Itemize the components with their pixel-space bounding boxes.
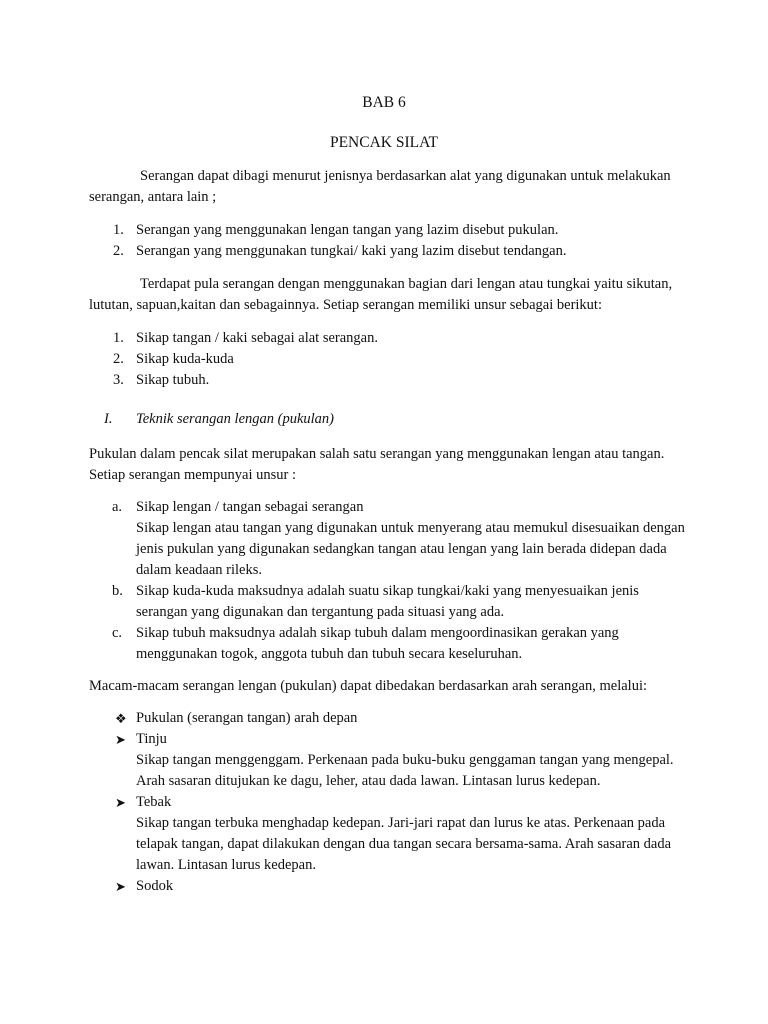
page-title: PENCAK SILAT bbox=[329, 134, 439, 151]
punch-types-list bbox=[89, 708, 689, 897]
list-item-title: Sodok bbox=[136, 878, 174, 894]
list-item-text: Sikap tangan / kaki sebagai alat serangan. bbox=[136, 330, 378, 346]
chapter-heading: BAB 6 bbox=[362, 94, 406, 111]
list-item bbox=[89, 497, 689, 581]
section-title: Teknik serangan lengan (pukulan) bbox=[136, 411, 335, 427]
list-item bbox=[89, 876, 689, 897]
list-marker: 1. bbox=[113, 222, 124, 238]
list-item-title: Tinju bbox=[136, 731, 167, 747]
third-paragraph: Pukulan dalam pencak silat merupakan salah satu serangan yang menggunakan lengan atau tangan. Setiap serangan mempunyai unsur : bbox=[89, 446, 665, 483]
punch-elements-list bbox=[89, 497, 689, 665]
list-marker: 2. bbox=[113, 351, 124, 367]
list-item-text: Sikap tubuh maksudnya adalah sikap tubuh dalam mengoordinasikan gerakan yang menggunakan togok, anggota tubuh dan tubuh secara keseluruhan. bbox=[136, 625, 619, 662]
diamond-bullet-icon: ❖ bbox=[115, 711, 127, 726]
list-marker: 2. bbox=[113, 243, 124, 259]
list-item bbox=[89, 349, 689, 370]
list-item bbox=[89, 623, 689, 665]
list-item-text: Sikap kuda-kuda bbox=[136, 351, 234, 367]
list-marker: b. bbox=[112, 583, 123, 599]
list-item bbox=[89, 581, 689, 623]
list-item bbox=[89, 729, 689, 792]
list-item-text: Sikap lengan atau tangan yang digunakan untuk menyerang atau memukul disesuaikan dengan jenis pukulan yang digunakan sedangkan tangan atau lengan yang lain berada didepan dada dalam keadaan rileks. bbox=[136, 520, 685, 578]
list-item-text: Serangan yang menggunakan tungkai/ kaki yang lazim disebut tendangan. bbox=[136, 243, 567, 259]
list-item-text: Sikap tubuh. bbox=[136, 372, 210, 388]
list-item bbox=[89, 792, 689, 876]
list-marker: c. bbox=[112, 625, 123, 641]
arrow-bullet-icon: ➤ bbox=[115, 732, 126, 747]
list-item bbox=[89, 328, 689, 349]
list-item-title: Tebak bbox=[136, 794, 172, 810]
list-item-title: Sikap lengan / tangan sebagai serangan bbox=[136, 499, 364, 515]
fourth-paragraph: Macam-macam serangan lengan (pukulan) dapat dibedakan berdasarkan arah serangan, melalui: bbox=[89, 678, 647, 694]
list-marker: 1. bbox=[113, 330, 124, 346]
section-number: I. bbox=[104, 411, 113, 427]
attack-types-list bbox=[89, 220, 689, 262]
list-item bbox=[89, 708, 689, 729]
arrow-bullet-icon: ➤ bbox=[115, 879, 126, 894]
list-item-title: Pukulan (serangan tangan) arah depan bbox=[136, 710, 358, 726]
second-paragraph: Terdapat pula serangan dengan menggunakan bagian dari lengan atau tungkai yaitu sikutan, lututan, sapuan,kaitan dan sebagainnya. Setiap serangan memiliki unsur sebagai berikut: bbox=[89, 276, 673, 313]
attack-elements-list bbox=[89, 328, 689, 391]
arrow-bullet-icon: ➤ bbox=[115, 795, 126, 810]
list-item bbox=[89, 220, 689, 241]
list-item bbox=[89, 370, 689, 391]
list-marker: 3. bbox=[113, 372, 124, 388]
list-item-text: Sikap tangan terbuka menghadap kedepan. Jari-jari rapat dan lurus ke atas. Perkenaan pada telapak tangan, dapat dilakukan dengan dua tangan secara bersama-sama. Arah sasaran dada lawan. Lintasan lurus kedepan. bbox=[136, 815, 672, 873]
list-marker: a. bbox=[112, 499, 123, 515]
list-item-text: Sikap kuda-kuda maksudnya adalah suatu sikap tungkai/kaki yang menyesuaikan jenis serangan yang digunakan dan tergantung pada situasi yang ada. bbox=[136, 583, 639, 620]
list-item-text: Serangan yang menggunakan lengan tangan yang lazim disebut pukulan. bbox=[136, 222, 559, 238]
list-item-text: Sikap tangan menggenggam. Perkenaan pada buku-buku genggaman tangan yang mengepal. Arah sasaran ditujukan ke dagu, leher, atau dada lawan. Lintasan lurus kedepan. bbox=[136, 752, 674, 789]
list-item bbox=[89, 241, 689, 262]
intro-paragraph: Serangan dapat dibagi menurut jenisnya berdasarkan alat yang digunakan untuk melakukan serangan, antara lain ; bbox=[89, 168, 671, 205]
